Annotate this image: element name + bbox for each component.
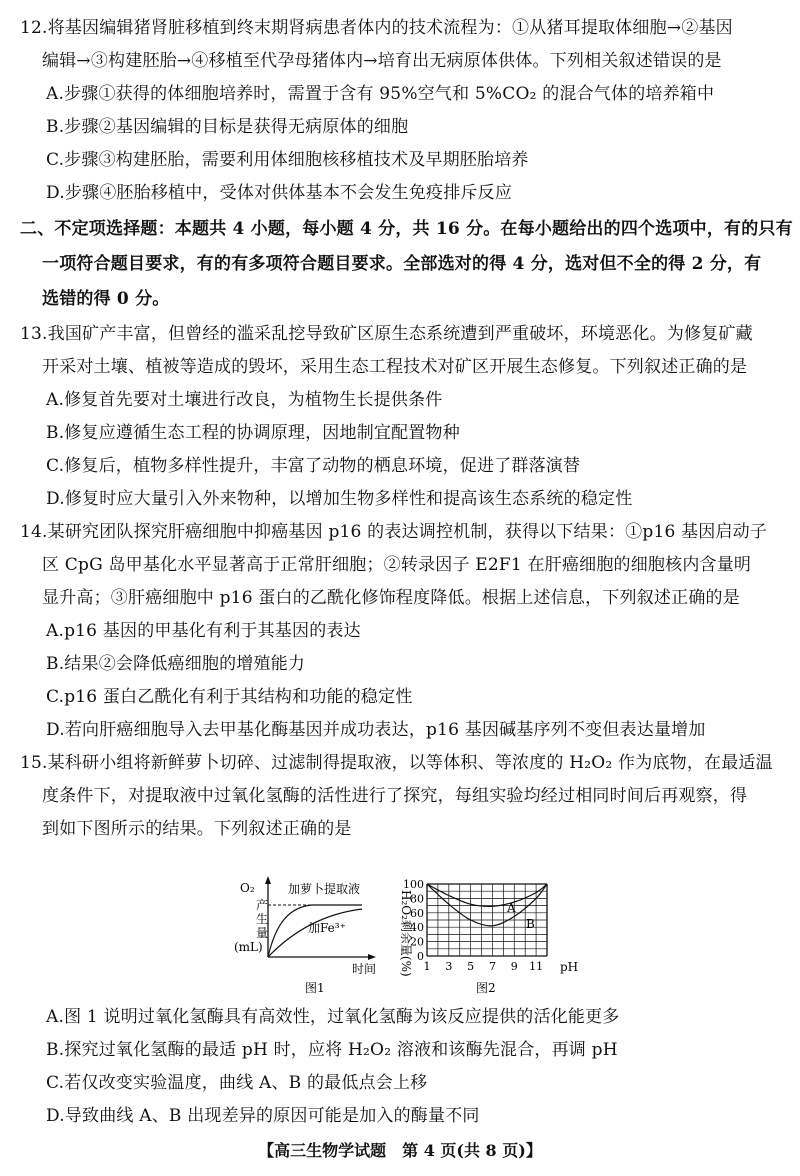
q14-option-a: A.p16 基因的甲基化有利于其基因的表达: [46, 621, 361, 641]
fig1-y-arrow: [265, 876, 271, 884]
q15-stem-line1: 15.某科研小组将新鲜萝卜切碎、过滤制得提取液，以等体积、等浓度的 H₂O₂ 作为底物，在最适温: [20, 753, 773, 773]
fig1-legend-fe3: 加Fe³⁺: [308, 921, 346, 935]
fig2-y-tick-label: 40: [410, 921, 424, 935]
fig1-x-label: 时间: [352, 962, 377, 976]
section2-heading-line1: 二、不定项选择题：本题共 4 小题，每小题 4 分，共 16 分。在每小题给出的四个选项中，有的只有: [20, 219, 793, 239]
fig1-y-label-char-3: 量: [256, 926, 269, 940]
q14-option-c: C.p16 蛋白乙酰化有利于其结构和功能的稳定性: [46, 687, 413, 707]
q13-stem-line2: 开采对土壤、植被等造成的毁坏，采用生态工程技术对矿区开展生态修复。下列叙述正确的是: [42, 357, 748, 377]
q15-figures: [0, 872, 800, 1002]
fig1-y-label-char-2: 生: [256, 912, 269, 926]
section2-heading-line3: 选错的得 0 分。: [42, 289, 170, 309]
page-footer: 【高三生物学试题 第 4 页(共 8 页)】: [258, 1141, 542, 1160]
q13-option-a: A.修复首先要对土壤进行改良，为植物生长提供条件: [46, 390, 443, 410]
fig2-y-tick-label: 20: [410, 935, 424, 949]
fig2-x-tick-label: 3: [445, 960, 453, 973]
q12-stem-line2: 编辑→③构建胚胎→④移植至代孕母猪体内→培育出无病原体供体。下列相关叙述错误的是: [42, 51, 722, 71]
q14-stem-line2: 区 CpG 岛甲基化水平显著高于正常肝细胞；②转录因子 E2F1 在肝癌细胞的细胞核内含量明: [42, 555, 752, 575]
q15-stem-line2: 度条件下，对提取液中过氧化氢酶的活性进行了探究，每组实验均经过相同时间后再观察，得: [42, 786, 748, 806]
fig1-y-label-char-1: 产: [256, 898, 269, 912]
q12-option-c: C.步骤③构建胚胎，需要利用体细胞核移植技术及早期胚胎培养: [46, 150, 529, 170]
fig1-x-arrow: [368, 954, 376, 960]
fig2-x-tick-label: 5: [467, 960, 475, 973]
fig2-y-tick-label: 0: [417, 950, 424, 963]
fig2-x-label: pH: [560, 960, 579, 974]
q12-stem-line1: 12.将基因编辑猪肾脏移植到终末期肾病患者体内的技术流程为：①从猪耳提取体细胞→②基因: [20, 18, 733, 38]
q14-option-b: B.结果②会降低癌细胞的增殖能力: [46, 654, 306, 674]
q15-option-b: B.探究过氧化氢酶的最适 pH 时，应将 H₂O₂ 溶液和该酶先混合，再调 pH: [46, 1040, 618, 1060]
q13-option-b: B.修复应遵循生态工程的协调原理，因地制宜配置物种: [46, 423, 460, 443]
q14-option-d: D.若向肝癌细胞导入去甲基化酶基因并成功表达，p16 基因碱基序列不变但表达量增加: [46, 720, 706, 740]
q13-option-d: D.修复时应大量引入外来物种，以增加生物多样性和提高该生态系统的稳定性: [46, 489, 633, 509]
figure1: [234, 876, 376, 995]
q12-option-a: A.步骤①获得的体细胞培养时，需置于含有 95%空气和 5%CO₂ 的混合气体的培养箱中: [46, 84, 715, 104]
q15-option-c: C.若仅改变实验温度，曲线 A、B 的最低点会上移: [46, 1073, 428, 1093]
fig2-label-a: A: [507, 901, 516, 915]
fig2-y-tick-label: 80: [410, 892, 424, 906]
fig1-y-label-unit: (mL): [234, 940, 263, 954]
q13-option-c: C.修复后，植物多样性提升，丰富了动物的栖息环境，促进了群落演替: [46, 456, 581, 476]
q12-option-d: D.步骤④胚胎移植中，受体对供体基本不会发生免疫排斥反应: [46, 183, 513, 203]
fig2-x-ticks: [424, 960, 544, 973]
q15-stem-line3: 到如下图所示的结果。下列叙述正确的是: [42, 819, 352, 839]
q15-option-d: D.导致曲线 A、B 出现差异的原因可能是加入的酶量不同: [46, 1106, 480, 1126]
fig2-curve-a: [427, 884, 547, 906]
q14-stem-line3: 显升高；③肝癌细胞中 p16 蛋白的乙酰化修饰程度降低。根据上述信息，下列叙述正确的是: [42, 588, 740, 608]
q15-option-a: A.图 1 说明过氧化氢酶具有高效性，过氧化氢酶为该反应提供的活化能更多: [46, 1007, 620, 1027]
fig2-x-tick-label: 11: [529, 960, 544, 973]
fig2-caption: 图2: [476, 981, 496, 995]
fig1-legend-radish-extract: 加萝卜提取液: [288, 882, 361, 896]
q13-stem-line1: 13.我国矿产丰富，但曾经的滥采乱挖导致矿区原生态系统遭到严重破坏，环境恶化。为修复矿藏: [20, 324, 753, 344]
fig1-caption: 图1: [305, 981, 325, 995]
fig2-x-tick-label: 7: [488, 960, 496, 973]
fig2-label-b: B: [526, 917, 535, 931]
fig2-y-label: H₂O₂剩余量(%): [399, 890, 413, 977]
fig2-x-tick-label: 1: [423, 960, 431, 973]
q12-option-b: B.步骤②基因编辑的目标是获得无病原体的细胞: [46, 117, 409, 137]
q14-stem-line1: 14.某研究团队探究肝癌细胞中抑癌基因 p16 的表达调控机制，获得以下结果：①p16 基因启动子: [20, 522, 768, 542]
fig2-y-tick-label: 100: [403, 878, 424, 891]
q15-figures-svg: [0, 872, 800, 1002]
fig1-y-label-top: O₂: [240, 881, 255, 895]
fig2-x-tick-label: 9: [510, 960, 518, 973]
fig2-y-tick-label: 60: [410, 906, 424, 920]
figure2: [399, 878, 578, 995]
section2-heading-line2: 一项符合题目要求，有的有多项符合题目要求。全部选对的得 4 分，选对但不全的得 2 分，有: [42, 254, 762, 274]
